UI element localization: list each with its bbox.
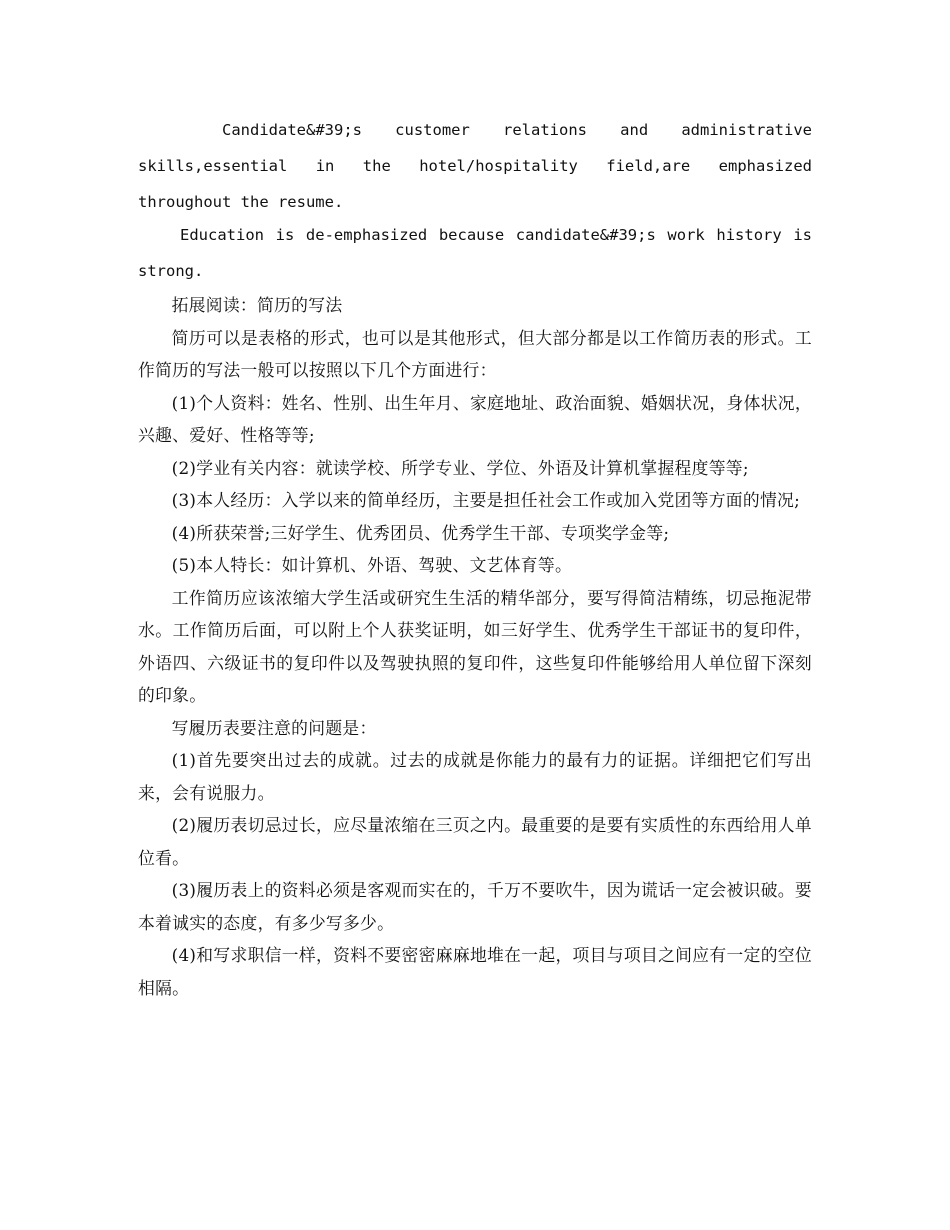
section-heading: 拓展阅读：简历的写法	[171, 295, 343, 315]
paragraph-item-personal-info: (1)个人资料：姓名、性别、出生年月、家庭地址、政治面貌、婚姻状况，身体状况，兴趣、爱好、性格等等;	[138, 392, 812, 445]
english-paragraph-2: Education is de-emphasized because candidate&#39;s work history is strong.	[138, 226, 812, 280]
paragraph-summary: 工作简历应该浓缩大学生活或研究生生活的精华部分，要写得简洁精练，切忌拖泥带水。工作简历后面，可以附上个人获奖证明，如三好学生、优秀学生干部证书的复印件，外语四、六级证书的复印件以及驾驶执照的复印件，这些复印件能够给用人单位留下深刻的印象。	[138, 587, 812, 705]
paragraph-intro: 简历可以是表格的形式，也可以是其他形式，但大部分都是以工作简历表的形式。工作简历的写法一般可以按照以下几个方面进行：	[138, 327, 812, 380]
paragraph-item-experience: (3)本人经历：入学以来的简单经历，主要是担任社会工作或加入党团等方面的情况;	[171, 490, 801, 510]
paragraph-item-education: (2)学业有关内容：就读学校、所学专业、学位、外语及计算机掌握程度等等;	[171, 457, 749, 478]
paragraph-note-1: (1)首先要突出过去的成就。过去的成就是你能力的最有力的证据。详细把它们写出来，会有说服力。	[138, 750, 812, 803]
english-paragraph-1: Candidate&#39;s customer relations and administrative skills,essential in the hotel/hospitality field,are emphasized throughout the resume.	[138, 121, 812, 211]
paragraph-note-2: (2)履历表切忌过长，应尽量浓缩在三页之内。最重要的是要有实质性的东西给用人单位看。	[138, 815, 812, 868]
paragraph-note-4: (4)和写求职信一样，资料不要密密麻麻地堆在一起，项目与项目之间应有一定的空位相隔。	[138, 945, 812, 998]
document-page	[138, 112, 812, 1004]
paragraph-notes-heading: 写履历表要注意的问题是：	[171, 717, 377, 738]
paragraph-note-3: (3)履历表上的资料必须是客观而实在的，千万不要吹牛，因为谎话一定会被识破。要本着诚实的态度，有多少写多少。	[138, 880, 812, 933]
paragraph-item-honors: (4)所获荣誉;三好学生、优秀团员、优秀学生干部、专项奖学金等;	[171, 522, 670, 543]
paragraph-item-skills: (5)本人特长：如计算机、外语、驾驶、文艺体育等。	[171, 555, 573, 575]
